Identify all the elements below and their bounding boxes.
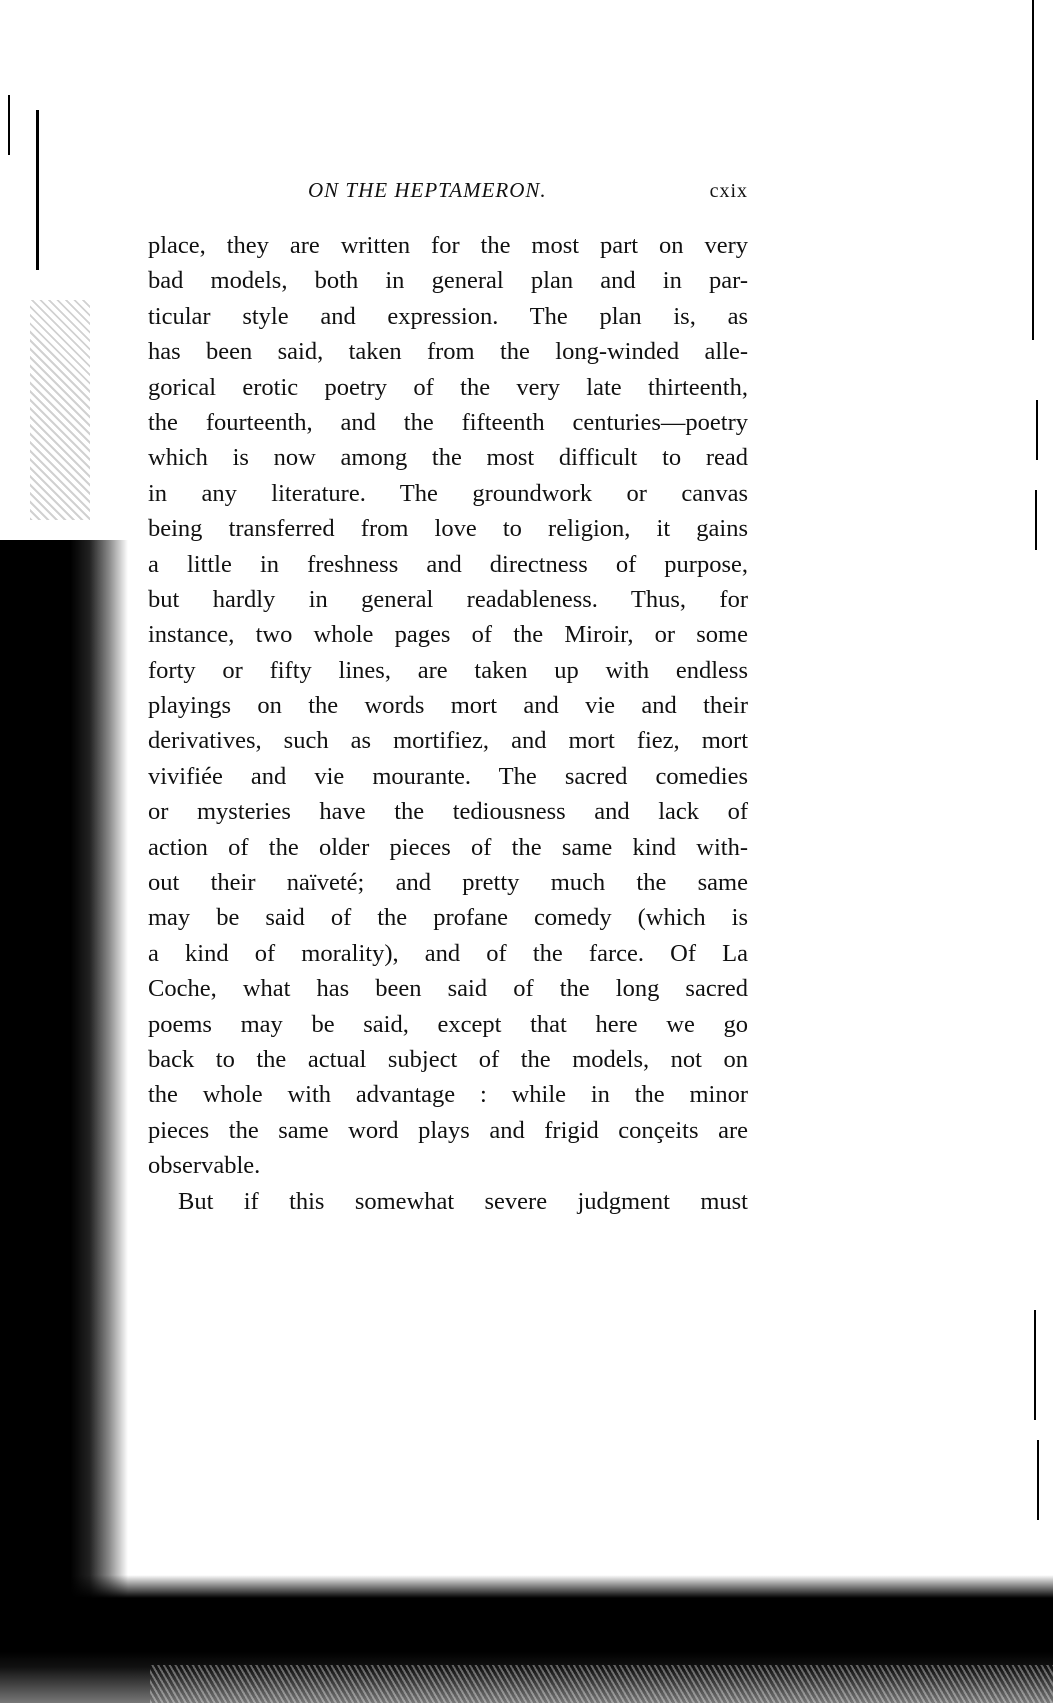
text-line: observable. — [148, 1152, 261, 1180]
text-line: gorical erotic poetry of the very late thirteenth, — [148, 373, 748, 401]
text-line: but hardly in general readableness. Thus, for — [148, 585, 748, 613]
scan-edge-mark — [8, 95, 10, 155]
scan-edge-mark — [1032, 0, 1034, 340]
text-line: being transferred from love to religion, it gains — [148, 515, 748, 543]
text-line: pieces the same word plays and frigid conçeits are — [148, 1116, 748, 1144]
text-line: derivatives, such as mortifiez, and mort fiez, mort — [148, 727, 748, 755]
scan-noise — [150, 1665, 1053, 1703]
text-line: the fourteenth, and the fifteenth centuries—poetry — [148, 408, 748, 436]
text-line: instance, two whole pages of the Miroir, or some — [148, 621, 748, 649]
text-line: back to the actual subject of the models, not on — [148, 1045, 748, 1073]
running-title: ON THE HEPTAMERON. — [308, 178, 547, 202]
text-line: playings on the words mort and vie and their — [148, 692, 748, 720]
scan-binding-shadow — [0, 540, 128, 1600]
running-head — [148, 172, 748, 212]
text-line: or mysteries have the tediousness and lack of — [148, 798, 748, 826]
text-line: Coche, what has been said of the long sacred — [148, 975, 748, 1003]
text-line: has been said, taken from the long-winded alle- — [148, 338, 748, 366]
text-line: But if this somewhat severe judgment must — [178, 1187, 748, 1215]
body-text — [148, 228, 748, 1219]
text-line: in any literature. The groundwork or canvas — [148, 479, 748, 507]
text-line: a little in freshness and directness of purpose, — [148, 550, 748, 578]
text-line: a kind of morality), and of the farce. Of La — [148, 939, 748, 967]
text-line: vivifiée and vie mourante. The sacred comedies — [148, 762, 748, 790]
scan-noise — [30, 300, 90, 520]
paragraph — [148, 228, 748, 1184]
text-line: poems may be said, except that here we go — [148, 1010, 748, 1038]
scan-edge-mark — [1037, 1440, 1039, 1520]
text-line: the whole with advantage : while in the minor — [148, 1081, 748, 1109]
text-line: which is now among the most difficult to read — [148, 444, 748, 472]
text-line: forty or fifty lines, are taken up with endless — [148, 656, 748, 684]
text-line: may be said of the profane comedy (which is — [148, 904, 748, 932]
scan-edge-mark — [1035, 490, 1037, 550]
scan-edge-mark — [1034, 1310, 1036, 1420]
text-line: ticular style and expression. The plan is, as — [148, 302, 748, 330]
text-line: place, they are written for the most part on very — [148, 232, 748, 259]
paragraph — [148, 1184, 748, 1219]
scan-edge-mark — [1036, 400, 1038, 460]
text-line: bad models, both in general plan and in par- — [148, 267, 748, 295]
scan-edge-mark — [36, 110, 39, 270]
text-line: out their naïveté; and pretty much the same — [148, 869, 748, 897]
page-number: cxix — [709, 180, 748, 202]
text-line: action of the older pieces of the same kind with- — [148, 833, 748, 861]
